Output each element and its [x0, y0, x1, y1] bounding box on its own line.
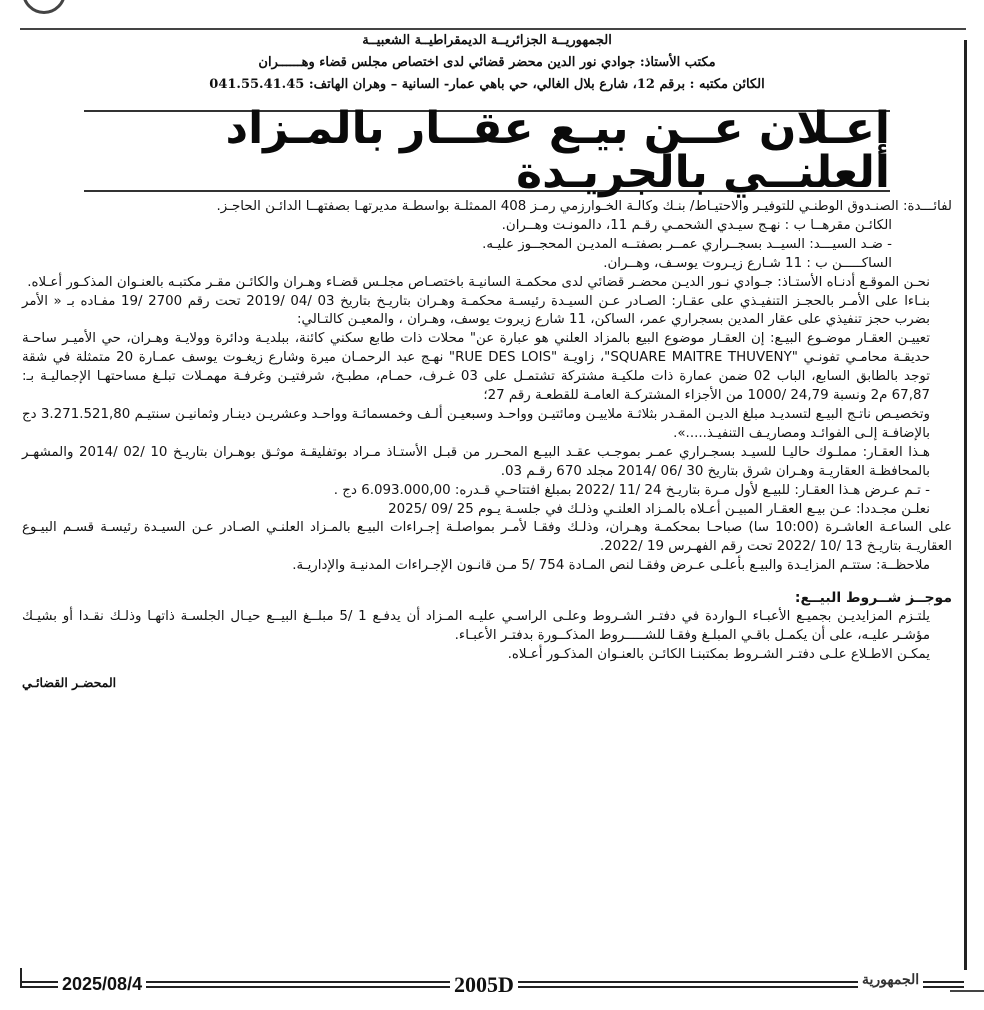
debtor-address: الساكـــــن ب : 11 شـارع زيـروت يوسـف، وهــران.	[603, 255, 892, 271]
note-paragraph: ملاحظــة: ستتـم المزايـدة والبيـع بأعلـى عـرض وفقـا لنص المـادة 754 /5 مـن قانـون الإجـراءات المدنيـة والإداريـة.	[292, 558, 930, 574]
page-footer	[20, 972, 964, 1000]
bottom-right-rule	[950, 990, 984, 992]
conditions-paragraph: يلتـزم المزايديـن بجميـع الأعبـاء الـواردة في دفتـر الشـروط وعلـى الراسـي عليـه المـزاد أن يدفـع 1 /5 مبلــغ البيــع حيـال الجلسـة ذاتهـا وذلـك نقـدا أو بشيـك مؤشـر عليـه، على أن يكمـل باقـي المبلـغ وفقـا للشـــــروط المذكــورة بدفتـر الأعبـاء.	[22, 609, 930, 644]
beneficiary-address: الكائـن مقرهــا ب : نهـج سيـدي الشحمـي رقـم 11، دالمونـت وهــران.	[501, 217, 892, 233]
title-box	[84, 103, 890, 198]
ownership-paragraph: هـذا العقـار: مملـوك حاليـا للسيـد بسجـراري عمـر بموجـب عقـد البيـع المحـرر من قبـل الأستـاذ مـراد بوتفليقـة موثـق بوهـران بتاريـخ 10 /02 /2014 والمشهـر بالمحافظـة العقاريـة وهـران شرق بتاريخ 30 /06 /2014 مجلد 670 رقـم 03.	[22, 444, 930, 479]
new-sale-paragraph: نعلـن مجـددا: عـن بيـع العقـار المبيـن أعـلاه بالمـزاد العلنـي وذلـك في جلسـة يـوم 25 /09 /2025	[388, 501, 930, 517]
announcement-header	[22, 30, 952, 96]
corner-circle-mark	[22, 0, 66, 14]
seizure-order-paragraph: بنـاءا على الأمـر بالحجـز التنفيـذي على عقـار: الصـادر عـن السيـدة رئيسـة محكمـة وهـران بتاريـخ بتاريخ 03 /04 /2019 تحت رقم 2700 /19 مفـاده بـ « الأمر بضرب حجز تنفيذي على عقار المدين بسجراري عمر، الساكن، 11 شارع زيروت يوسف، وهـران ، والمعيـن كالتـالي:	[22, 293, 930, 328]
footer-left-corner	[20, 968, 22, 988]
beneficiary-paragraph: لفائـــدة: الصنـدوق الوطنـي للتوفيـر والاحتيـاط/ بنـك وكالـة الخـوارزمي رمـز 408 الممثلـة بواسطـة مديرتهـا بصفتهــا الدائـن الحاجـز.	[216, 199, 952, 214]
announcement-body	[22, 198, 952, 665]
property-description-paragraph: تعييـن العقـار موضـوع البيـع: إن العقـار موضوع البيع بالمزاد العلني هو عبارة عن" محلات ذات طابع سكني كائنة، ببلديـة ودائرة وولايـة وهـران، حي الأميـر ساحـة حديقـة محامـي تفونـي "SQUARE MAITRE THUVENY"، زاويـة "RUE DES LOIS" نهـج عبد الرحمـان ميرة وشارع زيغـوت يوسف عمـارة 20 متمثلة في شقة توجد بالطابق السابع، الباب 02 ضمن عمارة ذات ملكيـة مشتركة تشتمـل على 03 غـرف، حمـام، مطبـخ، شرفتيـن وغرفـة مهمـلات تبلـغ مساحتهـا الإجماليـة بـ: 67,87 م2 ونسبة 24,79 /1000 من الأجزاء المشتركـة العامـة للقطعـة رقم 27؛	[22, 331, 930, 404]
address-line: الكائن مكتبه : برقم 12، شارع بلال الغالي، حي باهي عمار- السانية – وهران الهاتف: 041.55.41.45	[209, 77, 765, 92]
conditions-access-paragraph: يمكـن الاطـلاع علـى دفتـر الشـروط بمكتبنـا الكائـن بالعنـوان المذكـور أعـلاه.	[507, 646, 930, 662]
right-column-rule	[964, 40, 967, 970]
session-time-paragraph: على الساعـة العاشـرة (10:00 سا) صباحـا بمحكمـة وهـران، وذلـك وفقـا لأمـر بمواصلـة إجـراءات البيـع بالمـزاد العلنـي الصـادر عـن السيـدة رئيسـة قسـم البيـوع العقاريـة بتاريـخ 13 /10 /2022 تحت رقم الفهـرس 19 /2022.	[22, 520, 952, 555]
announcement-title: إعـلان عــن بيـع عقــار بالمـزاد العلنــي بالجريـدة	[225, 103, 890, 198]
issue-date: 2025/08/4	[58, 974, 146, 995]
announcement	[22, 30, 952, 693]
bailiff-paragraph: نحـن الموقـع أدنـاه الأستـاذ: جـوادي نـور الديـن محضـر قضائي لدى محكمـة السانيـة باختصـاص مجلـس قضـاء وهـران والكائـن مقـر مكتبـه بالعنـوان المذكـور أعـلاه.	[27, 274, 930, 290]
issue-code: 2005D	[450, 972, 518, 998]
debtor-line: - ضـد السيـــد: السيــد بسجــراري عمــر بصفتــه المديـن المحجــوز عليـه.	[482, 236, 892, 252]
republic-line: الجمهوريــة الجزائريــة الديمقراطيــة الشعبيــة	[362, 33, 612, 48]
office-line: مكتب الأستاذ: جوادي نور الدين محضر قضائي لدى اختصاص مجلس قضاء وهــــــران	[258, 55, 716, 70]
conditions-heading: موجــز شــروط البيــع:	[794, 590, 952, 607]
first-offer-paragraph: - تـم عـرض هـذا العقـار: للبيـع لأول مـرة بتاريـخ 24 /11 /2022 بمبلغ افتتاحـي قـدره: 6.093.000,00 دج .	[333, 482, 930, 498]
signer-title: المحضـر القضائـي	[22, 674, 117, 690]
newspaper-name: الجمهورية	[858, 972, 923, 988]
debt-amount-paragraph: وتخصيـص ناتـج البيـع لتسديـد مبلغ الديـن المقـدر بثلاثـة ملاييـن ومائتيـن وواحـد وسبعيـن ألـف وخمسمائـة وواحـد وعشريـن دينـار وثمانيـن سنتيـم 3.271.521,80 دج بالإضافـة إلـى الفوائـد ومصاريـف التنفيـذ.....».	[22, 406, 930, 441]
